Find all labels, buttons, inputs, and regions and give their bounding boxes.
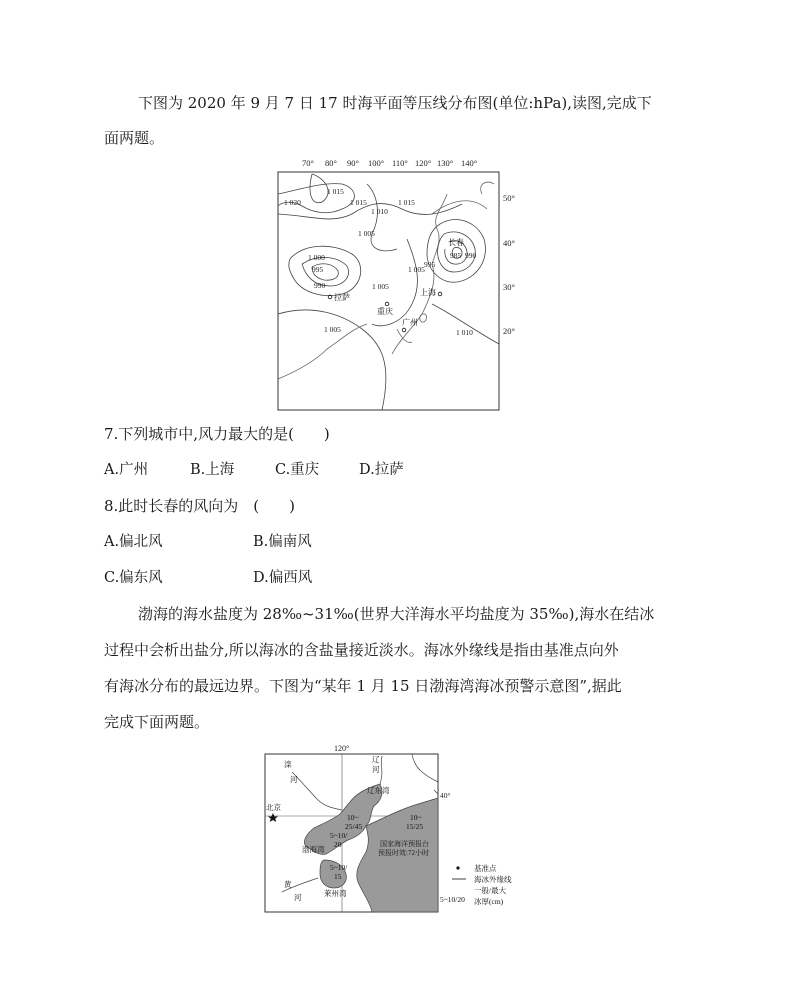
map-label: 20 <box>334 840 342 849</box>
q7-option-c[interactable]: C.重庆 <box>275 462 320 478</box>
map-label: 15 <box>334 872 342 881</box>
legend-label: 冰厚(cm) <box>474 897 504 906</box>
isobar-label: 1 005 <box>372 282 389 291</box>
q8-stem: 8.此时长春的风向为 ( ) <box>104 497 296 515</box>
lon-label: 140° <box>461 158 478 168</box>
map-label: 15/25 <box>406 822 424 831</box>
base-point-legend-icon <box>456 866 459 869</box>
q8-option-d[interactable]: D.偏西风 <box>253 570 313 586</box>
lat-label: 40° <box>503 238 515 248</box>
intro2-line-1: 渤海的海水盐度为 28‰~31‰(世界大洋海水平均盐度为 35‰),海水在结冰 <box>138 605 655 623</box>
isobar-label: 995 <box>424 260 436 269</box>
intro2-line-4: 完成下面两题。 <box>104 713 210 731</box>
intro1-line-2: 面两题。 <box>104 129 165 147</box>
map-label: 预报时效:72小时 <box>378 849 429 857</box>
map-label: 10~ <box>347 813 359 822</box>
lon-label: 90° <box>347 158 359 168</box>
lat-label: 50° <box>503 193 515 203</box>
isobar-label: 1 005 <box>324 325 341 334</box>
lat-label: 40° <box>440 791 451 800</box>
legend-label: 海冰外缘线 <box>474 875 512 884</box>
legend-label: 基准点 <box>474 864 497 873</box>
isobar-map <box>272 154 522 414</box>
isobar-label: 985 <box>450 251 462 260</box>
intro2-line-2: 过程中会析出盐分,所以海冰的含盐量接近淡水。海冰外缘线是指由基准点向外 <box>104 641 619 659</box>
q7-option-a[interactable]: A.广州 <box>104 462 149 478</box>
isobar-label: 1 015 <box>398 198 415 207</box>
isobar-label: 1 010 <box>371 207 388 216</box>
lon-label: 70° <box>302 158 314 168</box>
city-label: 上海 <box>420 288 436 297</box>
isobar-label: 1 005 <box>358 229 375 238</box>
lat-label: 30° <box>503 282 515 292</box>
map-label: 河 <box>290 775 298 784</box>
map-label: 5~10/ <box>330 831 348 840</box>
isobar-label: 1 005 <box>408 265 425 274</box>
city-label: 重庆 <box>377 307 393 316</box>
legend-sample: 5~10/20 <box>440 895 465 904</box>
intro2-line-3: 有海冰分布的最远边界。下图为“某年 1 月 15 日渤海湾海冰预警示意图”,据此 <box>104 677 622 695</box>
map-label: 10~ <box>410 813 422 822</box>
city-label: 拉萨 <box>334 293 350 302</box>
city-label: 长春 <box>448 238 464 247</box>
map-label: 5~10/ <box>330 863 348 872</box>
city-label: 广州 <box>402 318 418 327</box>
map-label: 25/45 <box>345 822 363 831</box>
lon-label: 130° <box>437 158 454 168</box>
isobar-label: 990 <box>465 251 477 260</box>
map-label: 莱州湾 <box>324 889 347 898</box>
lon-label: 120° <box>334 744 350 753</box>
intro1-line-1: 下图为 2020 年 9 月 7 日 17 时海平面等压线分布图(单位:hPa),读图,完成下 <box>138 94 652 112</box>
lon-label: 120° <box>415 158 432 168</box>
legend-label: 一般/最大 <box>474 886 507 895</box>
q8-option-a[interactable]: A.偏北风 <box>104 534 163 550</box>
q8-option-b[interactable]: B.偏南风 <box>253 534 312 550</box>
lon-label: 110° <box>392 158 408 168</box>
isobar-label: 1 015 <box>327 187 344 196</box>
sea-ice-map <box>262 742 532 914</box>
isobar-label: 1 015 <box>350 198 367 207</box>
map-label: 辽东湾 <box>367 786 390 795</box>
isobar-label: 1 020 <box>284 198 301 207</box>
map-label: 辽 <box>372 755 380 764</box>
map-label: 渤海湾 <box>302 845 325 854</box>
isobar-label: 1 010 <box>456 328 473 337</box>
q7-option-b[interactable]: B.上海 <box>190 462 235 478</box>
isobar-label: 1 000 <box>308 253 325 262</box>
map-label: 河 <box>294 893 302 902</box>
map-label: 国家海洋预报台 <box>380 840 429 848</box>
map-label: 滦 <box>284 760 292 769</box>
map-label: 黄 <box>284 880 292 889</box>
isobar-label: 990 <box>314 281 326 290</box>
lat-label: 20° <box>503 326 515 336</box>
map-label: 河 <box>372 765 380 774</box>
q7-option-d[interactable]: D.拉萨 <box>359 462 404 478</box>
map-label: 北京 <box>266 803 281 812</box>
lon-label: 80° <box>325 158 337 168</box>
isobar-label: 995 <box>312 265 324 274</box>
q7-stem: 7.下列城市中,风力最大的是( ) <box>104 425 330 443</box>
lon-label: 100° <box>368 158 385 168</box>
q8-option-c[interactable]: C.偏东风 <box>104 570 163 586</box>
